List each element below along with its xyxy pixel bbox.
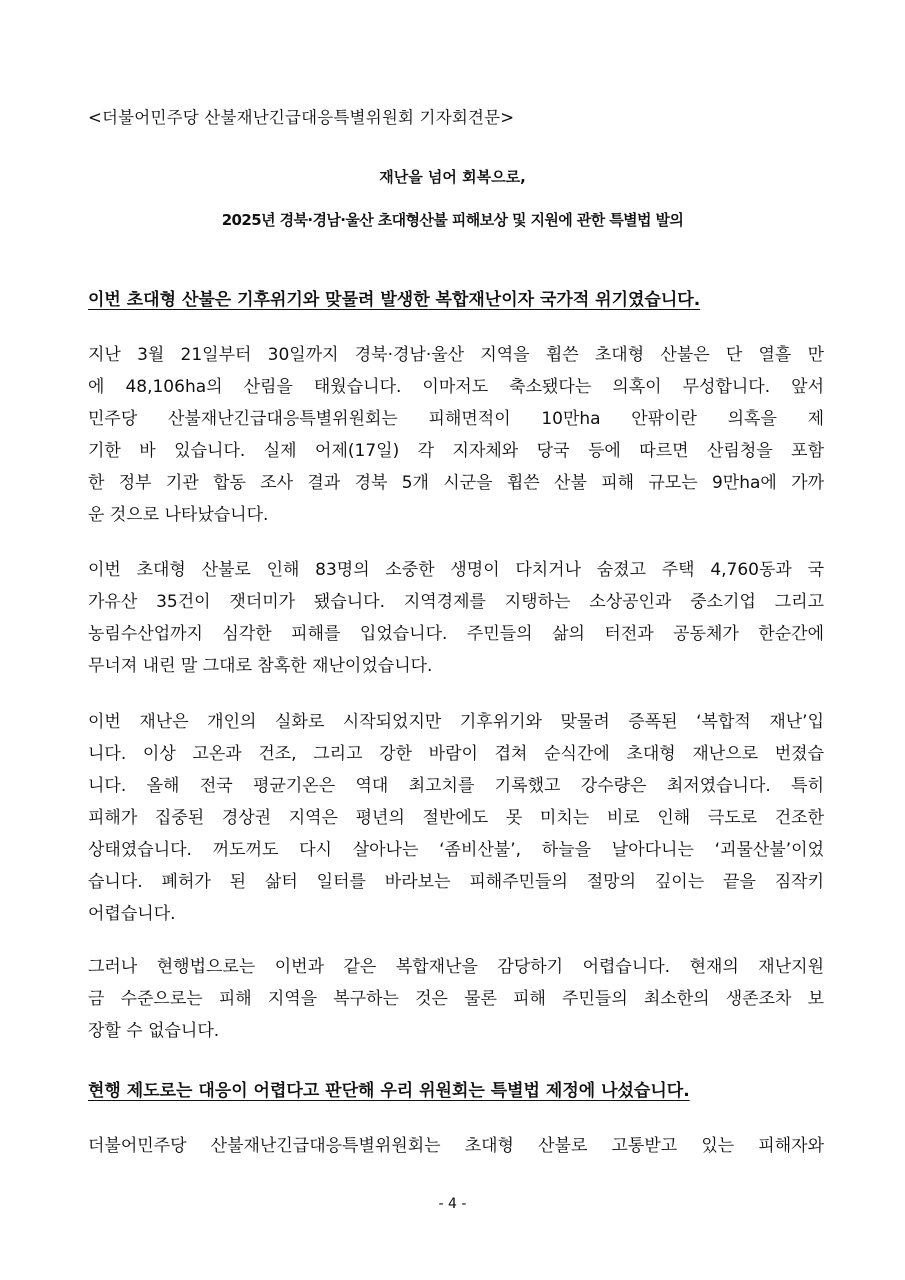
paragraph-line: 무너져 내린 말 그대로 참혹한 재난이었습니다. [88,656,433,676]
paragraph-line: 더불어민주당 산불재난긴급대응특별위원회는 초대형 산불로 고통받고 있는 피해자와 [88,1136,824,1156]
paragraph-line: 어렵습니다. [88,904,176,924]
paragraph-line: 에 48,106ha의 산림을 태웠습니다. 이마저도 축소됐다는 의혹이 무성합니다. 앞서 [88,377,824,397]
paragraph-line: 민주당 산불재난긴급대응특별위원회는 피해면적이 10만ha 안팎이란 의혹을 제 [88,409,824,429]
press-release-header: <더불어민주당 산불재난긴급대응특별위원회 기자회견문> [88,108,515,127]
paragraph-1 [88,339,824,531]
paragraph-line: 피해가 집중된 경상권 지역은 평년의 절반에도 못 미치는 비로 인해 극도로 건조한 [88,808,824,828]
paragraph-line: 금 수준으로는 피해 지역을 복구하는 것은 물론 피해 주민들의 최소한의 생존조차 보 [88,989,824,1009]
paragraph-5 [88,1130,824,1162]
paragraph-4 [88,951,824,1047]
paragraph-line: 기한 바 있습니다. 실제 어제(17일) 각 지자체와 당국 등에 따르면 산림청을 포함 [88,441,824,461]
section-heading-2: 현행 제도로는 대응이 어렵다고 판단해 우리 위원회는 특별법 제정에 나섰습니다. [88,1081,690,1101]
paragraph-line: 장할 수 없습니다. [88,1021,220,1041]
paragraph-line: 이번 초대형 산불로 인해 83명의 소중한 생명이 다치거나 숨졌고 주택 4,760동과 국 [88,560,824,580]
page-number: - 4 - [438,1196,467,1212]
paragraph-line: 습니다. 폐허가 된 삶터 일터를 바라보는 피해주민들의 절망의 깊이는 끝을 짐작키 [88,872,824,892]
paragraph-line: 운 것으로 나타났습니다. [88,505,269,525]
paragraph-line: 니다. 올해 전국 평균기온은 역대 최고치를 기록했고 강수량은 최저였습니다. 특히 [88,776,824,796]
paragraph-line: 그러나 현행법으로는 이번과 같은 복합재난을 감당하기 어렵습니다. 현재의 재난지원 [88,957,824,977]
paragraph-line: 지난 3월 21일부터 30일까지 경북·경남·울산 지역을 휩쓴 초대형 산불은 단 열흘 만 [88,345,824,365]
paragraph-3 [88,706,824,930]
paragraph-line: 상태였습니다. 꺼도꺼도 다시 살아나는 ‘좀비산불’, 하늘을 날아다니는 ‘괴물산불’이었 [88,840,824,860]
paragraph-line: 가유산 35건이 잿더미가 됐습니다. 지역경제를 지탱하는 소상공인과 중소기업 그리고 [88,592,824,612]
paragraph-2 [88,554,824,682]
title-line-1: 재난을 넘어 회복으로, [379,168,526,186]
section-heading-1: 이번 초대형 산불은 기후위기와 맞물려 발생한 복합재난이자 국가적 위기였습니다. [88,290,701,310]
paragraph-line: 한 정부 기관 합동 조사 결과 경북 5개 시군을 휩쓴 산불 피해 규모는 9만ha에 가까 [88,473,824,493]
title-line-2: 2025년 경북·경남·울산 초대형산불 피해보상 및 지원에 관한 특별법 발의 [221,211,684,229]
paragraph-line: 농림수산업까지 심각한 피해를 입었습니다. 주민들의 삶의 터전과 공동체가 한순간에 [88,624,824,644]
paragraph-line: 이번 재난은 개인의 실화로 시작되었지만 기후위기와 맞물려 증폭된 ‘복합적 재난’입 [88,712,824,732]
paragraph-line: 니다. 이상 고온과 건조, 그리고 강한 바람이 겹쳐 순식간에 초대형 재난으로 번졌습 [88,744,824,764]
